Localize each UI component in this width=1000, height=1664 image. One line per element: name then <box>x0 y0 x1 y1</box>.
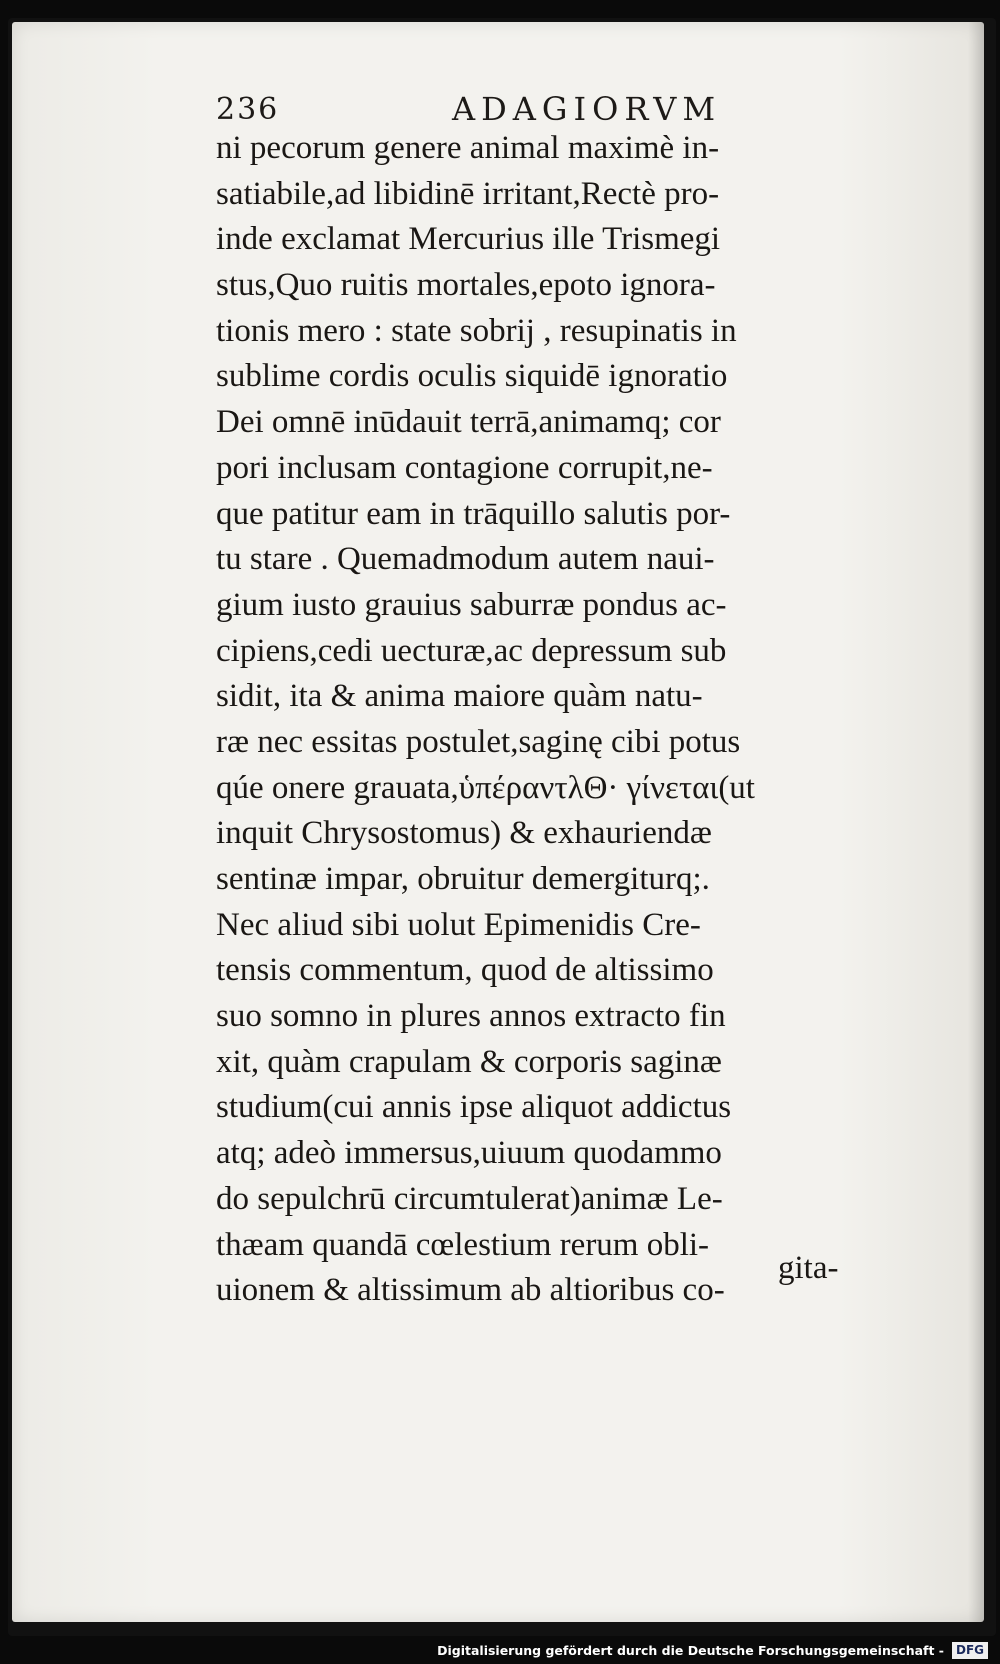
text-line: pori inclusam contagione corrupit,ne- <box>216 449 713 486</box>
text-line: gium iusto grauius saburræ pondus ac- <box>216 586 727 623</box>
text-line: inquit Chrysostomus) & exhauriendæ <box>216 815 712 852</box>
text-line: atq; adeò immersus,uiuum quodammo <box>216 1135 722 1172</box>
text-line: cipiens,cedi uecturæ,ac depressum sub <box>216 632 727 669</box>
footer-bar <box>0 1636 1000 1664</box>
text-line: sidit, ita & anima maiore quàm natu- <box>216 678 703 715</box>
text-line: xit, quàm crapulam & corporis saginæ <box>216 1043 722 1080</box>
text-line: uionem & altissimum ab altioribus co- <box>216 1272 725 1309</box>
text-line: do sepulchrū circumtulerat)animæ Le- <box>216 1180 723 1217</box>
funding-credit: Digitalisierung gefördert durch die Deutsche Forschungsgemeinschaft - <box>437 1643 944 1658</box>
dfg-logo: DFG <box>952 1642 988 1659</box>
catchword: gita- <box>778 1250 839 1286</box>
text-line: thæam quandā cœlestium rerum obli- <box>216 1226 710 1263</box>
text-line: Nec aliud sibi uolut Epimenidis Cre- <box>216 906 701 943</box>
text-line: tensis commentum, quod de altissimo <box>216 952 714 989</box>
text-line: satiabile,ad libidinē irritant,Rectè pro- <box>216 175 720 212</box>
text-line: ni pecorum genere animal maximè in- <box>216 130 720 166</box>
page-number: 236 <box>216 92 280 127</box>
text-line: Dei omnē inūdauit terrā,animamq; cor <box>216 404 721 441</box>
text-line: tu stare . Quemadmodum autem naui- <box>216 541 715 578</box>
running-title: ADAGIORVM <box>452 90 722 128</box>
text-line: sentinæ impar, obruitur demergiturq;. <box>216 861 710 897</box>
text-line: tionis mero : state sobrij , resupinatis in <box>216 312 737 349</box>
text-line: suo somno in plures annos extracto fin <box>216 998 726 1035</box>
body-text <box>216 126 856 1314</box>
text-line: ræ nec essitas postulet,saginę cibi potus <box>216 723 741 760</box>
text-line: sublime cordis oculis siquidē ignoratio <box>216 358 728 395</box>
text-line: qúe onere grauata,ὑπέραντλΘ· γίνεται(ut <box>216 769 755 806</box>
text-line: que patitur eam in trāquillo salutis por- <box>216 495 731 532</box>
text-line: inde exclamat Mercurius ille Trismegi <box>216 221 721 258</box>
text-line: stus,Quo ruitis mortales,epoto ignora- <box>216 267 716 304</box>
page-gutter-shadow <box>968 22 984 1622</box>
text-line: studium(cui annis ipse aliquot addictus <box>216 1089 732 1126</box>
